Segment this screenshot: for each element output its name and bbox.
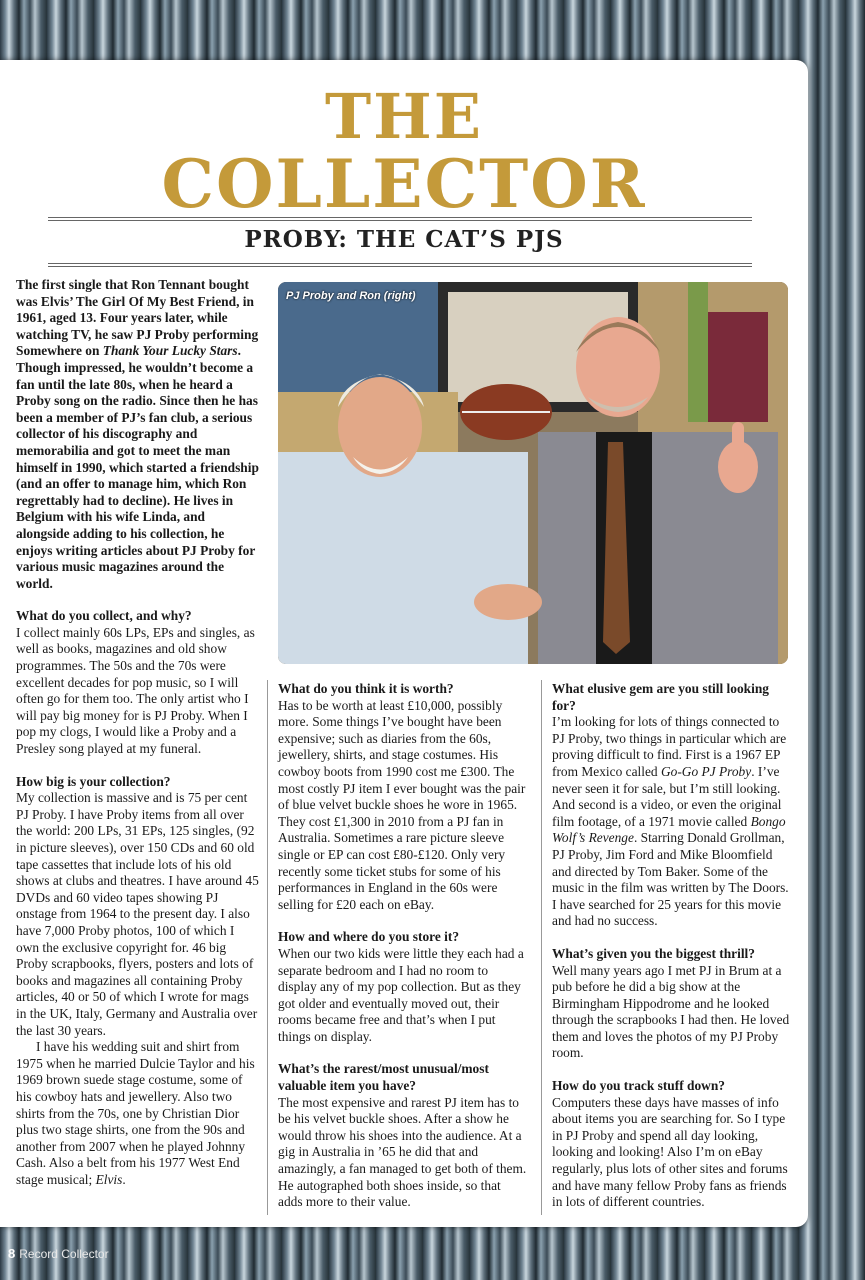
answer-rarest: The most expensive and rarest PJ item has to be his velvet buckle shoes. After a show he would throw his shoes into the audience. At a gig in Australia in ’65 he did that and amazingly, a fan managed to get both of them. He autographed both shoes inside, so that adds more to their value. — [278, 1094, 527, 1210]
magazine-name: Record Collector — [19, 1247, 109, 1261]
question-rarest: What’s the rarest/most unusual/most valuable item you have? — [278, 1061, 489, 1094]
photo-illustration — [278, 282, 788, 664]
column-2 — [278, 681, 528, 1211]
column-1 — [16, 277, 260, 1188]
title-line-1: THE — [325, 80, 483, 153]
question-track-down: How do you track stuff down? — [552, 1078, 725, 1094]
article-photo — [278, 282, 788, 664]
subtitle-rule — [48, 263, 752, 264]
question-collect: What do you collect, and why? — [16, 608, 192, 624]
subtitle-rule-2 — [48, 266, 752, 267]
answer-collection-size: My collection is massive and is 75 per cent PJ Proby. I have Proby items from all over the world: 200 LPs, 31 EPs, 125 singles, (92 in picture sleeves), over 150 CDs and 60 old tape cassettes that include lots of his old shows at clubs and theatres. I have around 45 DVDs and 60 video tapes showing PJ onstage from 1964 to the present day. I also have 7,000 Proby photos, 100 of which I own the exclusive copyright for. 46 big Proby scrapbooks, flyers, posters and lots of books and magazines all containing Proby articles, 40 or 50 of which I wrote for mags in the UK, Italy, Germany and Australia over the last 30 years. — [16, 790, 259, 1038]
magazine-page — [0, 60, 808, 1227]
answer-thrill: Well many years ago I met PJ in Brum at a pub before he did a big show at the Birmingham Hippodrome and he looked through the scrapbooks I had then. He loved them and loves the photos of my PJ Proby room. — [552, 962, 790, 1061]
column-divider-1 — [267, 680, 268, 1215]
question-elusive: What elusive gem are you still looking for? — [552, 681, 769, 713]
question-thrill: What’s given you the biggest thrill? — [552, 945, 755, 961]
question-worth: What do you think it is worth? — [278, 681, 454, 696]
answer-collection-size-2: I have his wedding suit and shirt from 1975 when he married Dulcie Taylor and his 1969 brown suede stage costume, some of his cowboy hats and jewellery. Also two shirts from the 70s, one by Christian Dior plus two stage shirts, one from the 90s and another from 2007 when he played Johnny Cash. Also a belt from his 1977 West End stage musical; Elvis. — [16, 1039, 255, 1187]
question-collection-size: How big is your collection? — [16, 773, 171, 789]
page-footer — [8, 1246, 109, 1261]
answer-elusive: I’m looking for lots of things connected to PJ Proby, two things in particular which are proving difficult to find. First is a 1967 EP from Mexico called Go-Go PJ Proby. I’ve never seen it for sale, but I’m still looking. And second is a video, or even the original film footage, of a 1971 movie called Bongo Wolf’s Revenge. Starring Donald Grollman, PJ Proby, Jim Ford and Mike Bloomfield and directed by Tom Baker. Some of the music in the film was written by The Doors. I have searched for 25 years for this movie and had no success. — [552, 714, 789, 929]
title-rule-top — [48, 217, 752, 218]
question-storage: How and where do you store it? — [278, 929, 460, 945]
intro-paragraph: The first single that Ron Tennant bought was Elvis’ The Girl Of My Best Friend, in 1961, aged 13. Four years later, while watching TV, he saw PJ Proby performing Somewhere on Thank Your Lucky Stars. Though impressed, he wouldn’t become a fan until the late 80s, when he heard a Proby song on the radio. Since then he has been a member of PJ’s fan club, a serious collector of his discography and memorabilia and got to meet the man himself in 1990, which started a friendship (and an offer to manage him, which Ron regrettably had to decline). He lives in Belgium with his wife Linda, and alongside adding to his collection, he enjoys writing articles about PJ Proby for various music magazines around the world. — [16, 277, 259, 591]
title-rule-top-2 — [48, 220, 752, 221]
title-line-2: COLLECTOR — [161, 145, 647, 223]
article-subtitle: PROBY: THE CAT’S PJS — [244, 226, 564, 253]
column-3 — [552, 681, 792, 1211]
photo-caption: PJ Proby and Ron (right) — [286, 290, 416, 302]
answer-storage: When our two kids were little they each had a separate bedroom and I had no room to display any of my pop collection. But as they got older and eventually moved out, their rooms became free and that’s when I put things on display. — [278, 945, 524, 1044]
answer-track-down: Computers these days have masses of info about items you are searching for. So I type in PJ Proby and spend all day looking, looking and looking! Also I’m on eBay regularly, plus lots of other sites and forums and have many fellow Proby fans as friends in lots of different countries. — [552, 1094, 788, 1210]
answer-worth: Has to be worth at least £10,000, possibly more. Some things I’ve bought have been expensive; such as diaries from the 60s, jewellery, shirts, and stage costumes. His cowboy boots from 1990 cost me £300. The most costly PJ item I ever bought was the pair of blue velvet buckle shoes he wore in 1965. They cost £1,300 in 2010 from a PJ fan in Australia. Sometimes a rare picture sleeve single or EP can cost £80-£120. Only very recently some ticket stubs for some of his performances in England in the 60s were selling for £20 each on eBay. — [278, 697, 526, 912]
answer-collect: I collect mainly 60s LPs, EPs and singles, as well as books, magazines and old show programmes. The 50s and the 70s were excellent decades for pop music, so I will often go for them too. The only artist who I will pay big money for is PJ Proby. When I pop my clogs, I would like a Proby and a Presley song played at my funeral. — [16, 624, 255, 757]
page-number: 8 — [8, 1246, 16, 1261]
column-divider-2 — [541, 680, 542, 1215]
